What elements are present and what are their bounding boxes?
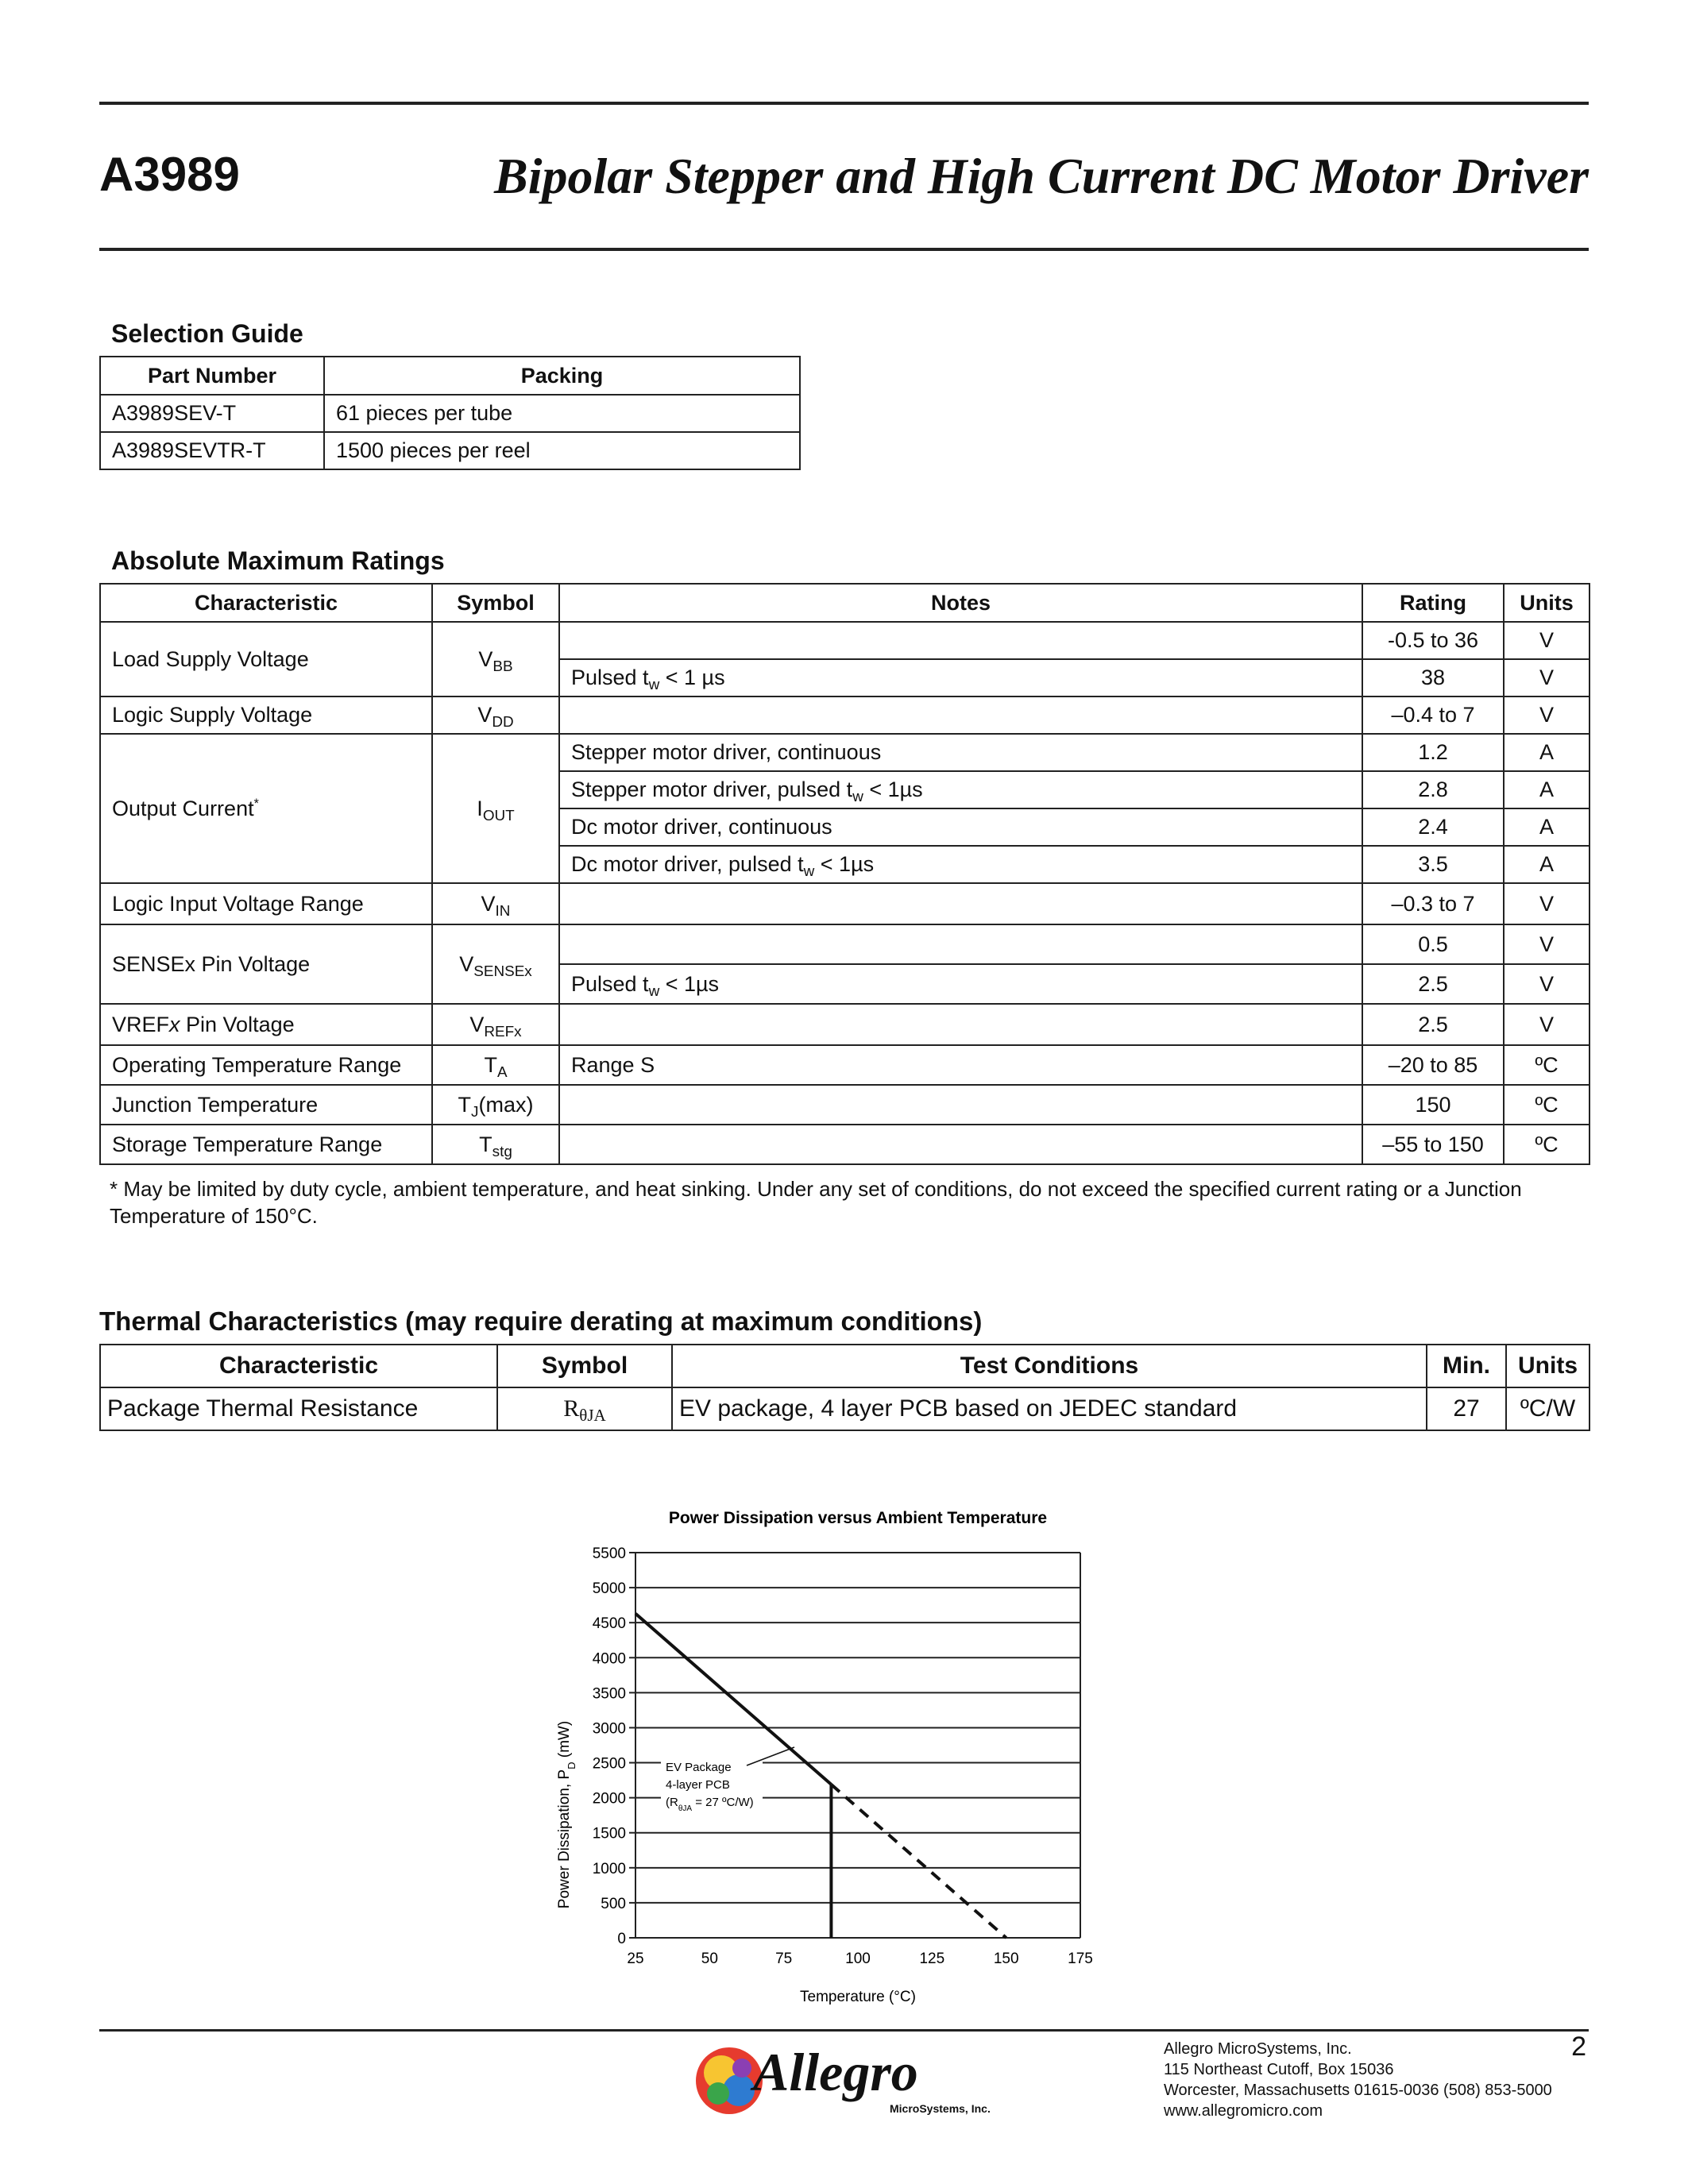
table-row <box>100 432 800 469</box>
x-tick-label: 50 <box>701 1951 718 1967</box>
y-tick-label: 0 <box>617 1931 626 1947</box>
table-row <box>100 1004 1590 1045</box>
table-cell: A3989SEVTR-T <box>100 432 324 469</box>
units-cell: A <box>1504 734 1590 771</box>
column-header: Rating <box>1362 584 1504 622</box>
address-line: 115 Northeast Cutoff, Box 15036 <box>1164 2061 1394 2078</box>
symbol-cell: $V_{BB}$ <box>432 622 559 696</box>
symbol-cell: $T_A$ <box>432 1045 559 1085</box>
notes-cell <box>559 622 1362 659</box>
characteristic-cell: Logic Input Voltage Range <box>100 883 432 924</box>
symbol-cell: $I_{OUT}$ <box>432 734 559 883</box>
rating-cell: 2.4 <box>1362 808 1504 846</box>
notes-cell <box>559 1125 1362 1164</box>
website-link[interactable]: www.allegromicro.com <box>1164 2102 1323 2120</box>
x-axis-label: Temperature (°C) <box>800 1989 916 2005</box>
thermal-table <box>99 1344 1590 1431</box>
annotation-line: EV Package <box>666 1761 732 1774</box>
address-line: Allegro MicroSystems, Inc. <box>1164 2040 1352 2058</box>
chart-svg <box>524 1501 1128 2009</box>
units-cell: A <box>1504 846 1590 883</box>
table-row <box>100 395 800 432</box>
rating-cell: 0.5 <box>1362 924 1504 964</box>
rating-cell: 2.5 <box>1362 1004 1504 1045</box>
rating-cell: –0.3 to 7 <box>1362 883 1504 924</box>
units-cell: V <box>1504 659 1590 696</box>
chart-grid <box>635 1553 1080 1938</box>
chart-title: Power Dissipation versus Ambient Temperature <box>668 1509 1048 1527</box>
column-header: Part Number <box>100 357 324 395</box>
y-tick-label: 500 <box>601 1895 626 1912</box>
column-header: Characteristic <box>100 584 432 622</box>
table-cell: 61 pieces per tube <box>324 395 800 432</box>
table-row <box>100 1045 1590 1085</box>
x-tick-label: 100 <box>845 1951 871 1967</box>
notes-cell: Dc motor driver, continuous <box>559 808 1362 846</box>
y-tick-label: 4000 <box>592 1650 626 1668</box>
y-tick-label: 2500 <box>592 1755 626 1773</box>
table-row <box>100 1387 1590 1430</box>
y-tick-label: 3000 <box>592 1720 626 1738</box>
x-tick-label: 175 <box>1068 1951 1093 1967</box>
notes-cell: Pulsed $t_w < 1$ µs <box>559 659 1362 696</box>
notes-cell <box>559 1004 1362 1045</box>
column-header: Symbol <box>432 584 559 622</box>
company-address <box>1164 2039 1552 2121</box>
allegro-logo-mark <box>691 2043 1001 2118</box>
table-header-row <box>100 357 800 395</box>
x-tick-label: 125 <box>919 1951 945 1967</box>
selection-guide-title: Selection Guide <box>111 319 303 348</box>
min-cell: 27 <box>1427 1387 1506 1430</box>
rating-cell: 38 <box>1362 659 1504 696</box>
notes-cell: Pulsed $t_w < 1\mu s$ <box>559 964 1362 1004</box>
rating-cell: –0.4 to 7 <box>1362 696 1504 734</box>
symbol-cell: $V_{IN}$ <box>432 883 559 924</box>
annotation-line: ($R_{\theta JA} = 27$ ºC/W) <box>666 1796 754 1813</box>
units-cell: ºC <box>1504 1085 1590 1125</box>
units-cell: V <box>1504 964 1590 1004</box>
column-header: Notes <box>559 584 1362 622</box>
units-cell: A <box>1504 808 1590 846</box>
table-cell: 1500 pieces per reel <box>324 432 800 469</box>
column-header: Min. <box>1427 1345 1506 1387</box>
rating-cell: 3.5 <box>1362 846 1504 883</box>
characteristic-cell: Storage Temperature Range <box>100 1125 432 1164</box>
address-line: Worcester, Massachusetts 01615-0036 (508) 853-5000 <box>1164 2082 1552 2099</box>
part-number: A3989 <box>99 148 240 201</box>
units-cell: V <box>1504 1004 1590 1045</box>
table-row <box>100 883 1590 924</box>
units-cell: ºC <box>1504 1125 1590 1164</box>
symbol-cell: $T_{stg}$ <box>432 1125 559 1164</box>
characteristic-cell: Package Thermal Resistance <box>100 1387 497 1430</box>
rating-cell: 1.2 <box>1362 734 1504 771</box>
y-tick-label: 5500 <box>592 1545 626 1562</box>
footer-rule <box>99 2029 1589 2032</box>
y-tick-label: 1000 <box>592 1860 626 1877</box>
table-row <box>100 1085 1590 1125</box>
page-number: 2 <box>1571 2032 1586 2062</box>
table-row <box>100 734 1590 771</box>
y-tick-label: 3500 <box>592 1685 626 1703</box>
document-title: Bipolar Stepper and High Current DC Motor Driver <box>494 148 1589 204</box>
column-header: Packing <box>324 357 800 395</box>
rating-cell: 2.5 <box>1362 964 1504 1004</box>
annotation-line: 4-layer PCB <box>666 1778 730 1792</box>
symbol-cell: $T_J(\max)$ <box>432 1085 559 1125</box>
table-row <box>100 622 1590 659</box>
logo-subtitle: MicroSystems, Inc. <box>890 2102 991 2115</box>
characteristic-cell: Operating Temperature Range <box>100 1045 432 1085</box>
abs-max-title: Absolute Maximum Ratings <box>111 546 445 575</box>
table-header-row <box>100 584 1590 622</box>
column-header: Characteristic <box>100 1345 497 1387</box>
symbol-cell: $R_{\theta JA}$ <box>497 1387 672 1430</box>
units-cell: ºC <box>1504 1045 1590 1085</box>
logo-wordmark: Allegro <box>753 2043 918 2102</box>
header-top-rule <box>99 102 1589 105</box>
symbol-cell: $V_{SENSEx}$ <box>432 924 559 1004</box>
notes-cell: Dc motor driver, pulsed $t_w < 1\mu s$ <box>559 846 1362 883</box>
table-header-row <box>100 1345 1590 1387</box>
chart-annotation <box>661 1747 794 1820</box>
allegro-logo <box>691 2043 1001 2118</box>
thermal-title: Thermal Characteristics (may require derating at maximum conditions) <box>99 1306 983 1336</box>
series-line-dashed <box>831 1785 1006 1938</box>
notes-cell <box>559 924 1362 964</box>
units-cell: V <box>1504 696 1590 734</box>
x-tick-label: 75 <box>775 1951 793 1967</box>
characteristic-cell: Junction Temperature <box>100 1085 432 1125</box>
y-axis-label: Power Dissipation, $P_D$ (mW) <box>556 1720 577 1909</box>
characteristic-cell: Output Current* <box>100 734 432 883</box>
selection-guide-table <box>99 356 801 470</box>
characteristic-cell: Logic Supply Voltage <box>100 696 432 734</box>
rating-cell: 2.8 <box>1362 771 1504 808</box>
characteristic-cell: SENSEx Pin Voltage <box>100 924 432 1004</box>
notes-cell <box>559 1085 1362 1125</box>
notes-cell <box>559 883 1362 924</box>
abs-max-table <box>99 583 1590 1165</box>
symbol-cell: $V_{REFx}$ <box>432 1004 559 1045</box>
rating-cell: -0.5 to 36 <box>1362 622 1504 659</box>
units-cell: V <box>1504 883 1590 924</box>
table-cell: A3989SEV-T <box>100 395 324 432</box>
y-axis-ticks <box>593 1545 635 1947</box>
x-tick-label: 150 <box>993 1951 1019 1967</box>
y-tick-label: 5000 <box>592 1580 626 1598</box>
table-row <box>100 696 1590 734</box>
units-cell: V <box>1504 924 1590 964</box>
units-cell: V <box>1504 622 1590 659</box>
conditions-cell: EV package, 4 layer PCB based on JEDEC standard <box>672 1387 1427 1430</box>
column-header: Test Conditions <box>672 1345 1427 1387</box>
power-dissipation-chart <box>524 1501 1128 2009</box>
y-tick-label: 1500 <box>592 1825 626 1843</box>
column-header: Units <box>1504 584 1590 622</box>
units-cell: ºC/W <box>1506 1387 1590 1430</box>
rating-cell: –20 to 85 <box>1362 1045 1504 1085</box>
symbol-cell: $V_{DD}$ <box>432 696 559 734</box>
characteristic-cell: VREFx Pin Voltage <box>100 1004 432 1045</box>
table-row <box>100 924 1590 964</box>
column-header: Units <box>1506 1345 1590 1387</box>
units-cell: A <box>1504 771 1590 808</box>
x-axis-ticks <box>627 1951 1092 1967</box>
table-row <box>100 1125 1590 1164</box>
y-tick-label: 4500 <box>592 1615 626 1633</box>
notes-cell <box>559 696 1362 734</box>
notes-cell: Stepper motor driver, continuous <box>559 734 1362 771</box>
notes-cell: Stepper motor driver, pulsed $t_w < 1\mu s$ <box>559 771 1362 808</box>
header-bottom-rule <box>99 248 1589 251</box>
notes-cell: Range S <box>559 1045 1362 1085</box>
column-header: Symbol <box>497 1345 672 1387</box>
x-tick-label: 25 <box>627 1951 644 1967</box>
rating-cell: 150 <box>1362 1085 1504 1125</box>
characteristic-cell: Load Supply Voltage <box>100 622 432 696</box>
rating-cell: –55 to 150 <box>1362 1125 1504 1164</box>
y-tick-label: 2000 <box>592 1790 626 1808</box>
abs-max-footnote: * May be limited by duty cycle, ambient temperature, and heat sinking. Under any set of conditions, do not exceed the specified current rating or a Junction Temperature of 150°C. <box>110 1177 1522 1228</box>
